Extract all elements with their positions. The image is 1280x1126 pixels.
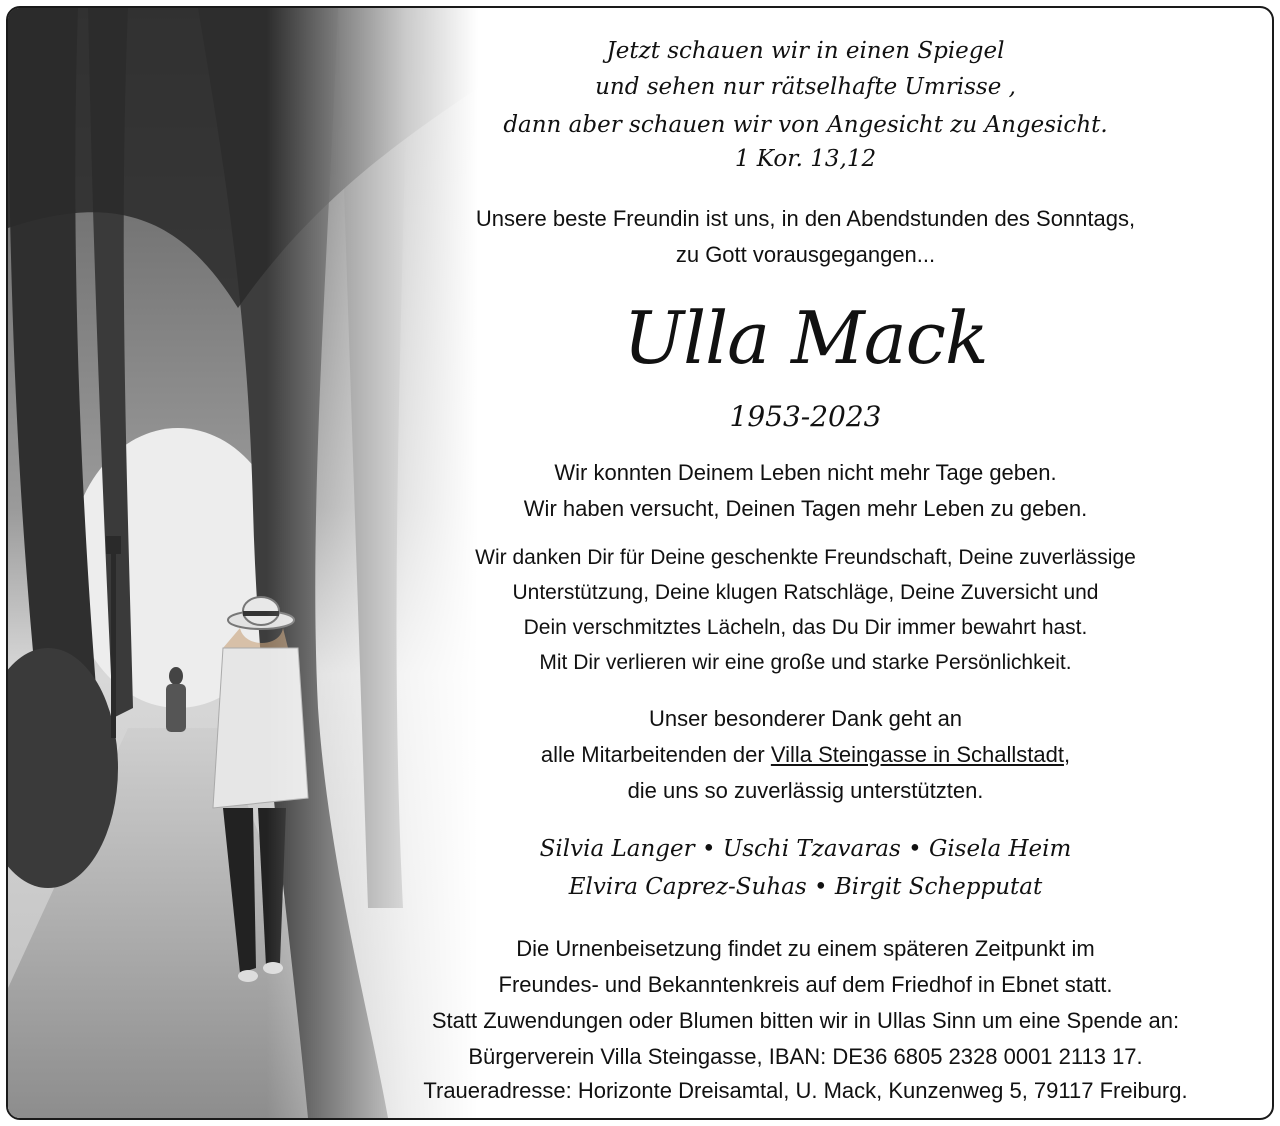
quote-line-2: und sehen nur rätselhafte Umrisse , bbox=[595, 74, 1016, 100]
special-thanks-line-1: Unser besonderer Dank geht an bbox=[648, 706, 963, 731]
life-years: 1953-2023 bbox=[729, 400, 882, 433]
quote-line-3: dann aber schauen wir von Angesicht zu Angesicht. bbox=[503, 112, 1108, 138]
signers-line-2: Elvira Caprez-Suhas • Birgit Schepputat bbox=[568, 874, 1043, 900]
thanks-line-3: Dein verschmitztes Lächeln, das Du Dir immer bewahrt hast. bbox=[523, 616, 1088, 639]
thanks-line-1: Wir danken Dir für Deine geschenkte Freundschaft, Deine zuverlässige bbox=[475, 546, 1136, 569]
footer-line-5: Traueradresse: Horizonte Dreisamtal, U. Mack, Kunzenweg 5, 79117 Freiburg. bbox=[423, 1078, 1188, 1103]
thanks-line-4: Mit Dir verlieren wir eine große und starke Persönlichkeit. bbox=[539, 651, 1072, 674]
special-thanks-line-2 bbox=[338, 742, 1273, 768]
obituary-frame bbox=[6, 6, 1274, 1120]
obituary-text bbox=[338, 8, 1273, 1118]
intro-line-1: Unsere beste Freundin ist uns, in den Abendstunden des Sonntags, bbox=[475, 206, 1136, 231]
deceased-name: Ulla Mack bbox=[623, 296, 988, 380]
special-thanks-prefix: alle Mitarbeitenden der bbox=[540, 742, 771, 767]
thanks-line-2: Unterstützung, Deine klugen Ratschläge, Deine Zuversicht und bbox=[512, 581, 1099, 604]
quote-line-1: Jetzt schauen wir in einen Spiegel bbox=[606, 38, 1005, 64]
signers-line-1: Silvia Langer • Uschi Tzavaras • Gisela Heim bbox=[539, 836, 1072, 862]
quote-reference: 1 Kor. 13,12 bbox=[734, 146, 877, 172]
verse-line-2: Wir haben versucht, Deinen Tagen mehr Leben zu geben. bbox=[523, 496, 1088, 521]
special-thanks-line-3: die uns so zuverlässig unterstützten. bbox=[627, 778, 984, 803]
footer-line-4: Bürgerverein Villa Steingasse, IBAN: DE36 6805 2328 0001 2113 17. bbox=[468, 1044, 1143, 1069]
footer-line-3: Statt Zuwendungen oder Blumen bitten wir in Ullas Sinn um eine Spende an: bbox=[431, 1008, 1180, 1033]
villa-steingasse-link[interactable]: Villa Steingasse in Schallstadt bbox=[770, 742, 1064, 767]
footer-line-1: Die Urnenbeisetzung findet zu einem späteren Zeitpunkt im bbox=[516, 936, 1095, 961]
footer-line-2: Freundes- und Bekanntenkreis auf dem Friedhof in Ebnet statt. bbox=[498, 972, 1113, 997]
intro-line-2: zu Gott vorausgegangen... bbox=[675, 242, 936, 267]
special-thanks-suffix: , bbox=[1063, 742, 1071, 767]
verse-line-1: Wir konnten Deinem Leben nicht mehr Tage geben. bbox=[554, 460, 1057, 485]
